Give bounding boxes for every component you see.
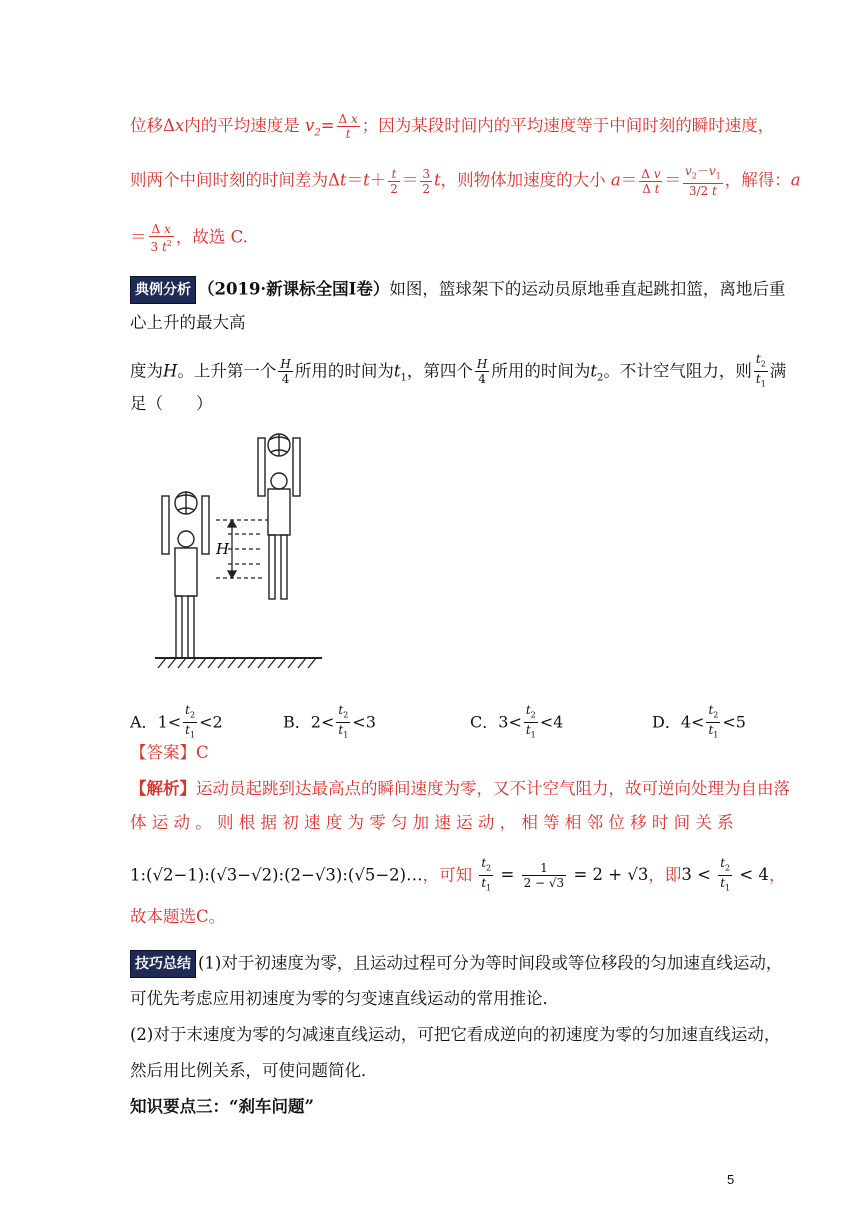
option-low: 4 <box>680 712 692 732</box>
height-label: H <box>216 540 230 558</box>
option-letter: C． <box>470 712 499 732</box>
fraction-3-2: $\frac{3}{2}$ <box>422 166 430 196</box>
option-a[interactable]: A．1< $\frac{t_2}{t_1}$ <2 <box>130 703 223 743</box>
tips-line-1 <box>130 950 782 978</box>
tips-line-3 <box>130 1024 780 1046</box>
option-high: 4 <box>553 712 564 732</box>
question-line-1 <box>130 276 785 304</box>
analysis-text: 故本题选C。 <box>130 907 226 926</box>
analysis-line-3: 1:(√2−1):(√3−√2):(2−√3):(√5−2)…，可知 $\frac{t_2}{t_1}$ = $\frac{1}{2 - √3}$ = 2 + √3，即3 < $\frac{t_2}{t_1}$ < 4， <box>130 856 785 896</box>
analysis-text: ，可知 <box>422 865 473 885</box>
page-number: 5 <box>727 1172 735 1187</box>
tips-text: (2)对于末速度为零的匀减速直线运动，可把它看成逆向的初速度为零的匀加速直线运动， <box>130 1025 781 1044</box>
text-segment: 内的平均速度是 <box>184 116 300 135</box>
option-low: 1 <box>157 712 168 732</box>
tips-line-4 <box>130 1060 378 1082</box>
option-letter: B． <box>283 712 311 732</box>
fraction-t-2: $\frac{t}{2}$ <box>390 166 398 196</box>
text-segment: ，故选 C. <box>175 227 248 247</box>
option-c[interactable]: C．3< $\frac{t_2}{t_1}$ <4 <box>470 703 563 743</box>
analysis-text: ，即 <box>648 865 682 885</box>
var-t: t <box>339 170 347 190</box>
answer-line <box>130 742 209 764</box>
solution-line-1 <box>130 112 774 144</box>
text-segment: 度为 <box>130 361 163 381</box>
option-low: 2 <box>310 712 321 732</box>
option-low: 3 <box>498 712 509 732</box>
text-segment: 所用的时间为 <box>491 361 591 381</box>
example-badge: 典例分析 <box>130 276 196 304</box>
tips-text: 可优先考虑应用初速度为零的匀变速直线运动的常用推论． <box>130 989 559 1008</box>
ground-hatch <box>158 658 316 668</box>
text-segment: 位移Δ <box>130 116 175 135</box>
tips-text: (1)对于初速度为零，且运动过程可分为等时间段或等位移段的匀加速直线运动， <box>198 953 783 973</box>
fraction-dx-t: $\frac{\text{Δ x}}{t}$ <box>338 112 358 141</box>
question-text: 如图，篮球架下的运动员原地垂直起跳扣篮，离地后重 <box>389 279 786 299</box>
result-formula: = 2 + √3 <box>573 865 649 885</box>
tips-text: 然后用比例关系，可使问题简化． <box>130 1061 378 1080</box>
analysis-label: 【解析】 <box>130 779 196 798</box>
analysis-line-4 <box>130 906 225 928</box>
option-b[interactable]: B．2< $\frac{t_2}{t_1}$ <3 <box>283 703 376 743</box>
text-segment: ；因为某段时间内的平均速度等于中间时刻的瞬时速度， <box>361 116 775 135</box>
option-letter: A． <box>130 712 158 732</box>
answer-label: 【答案】 <box>130 743 196 762</box>
option-high: 5 <box>735 712 746 732</box>
analysis-line-1 <box>130 778 790 800</box>
solution-line-2: 则两个中间时刻的时间差为Δt＝t＋ $\frac{t}{2}$ ＝ $\frac{3}{2}$ t，则物体加速度的大小 a＝ $\frac{\text{Δ v}}{\text{Δ t}}$ ＝ $\frac{v_2-v_1}{3/2 t}$ ，解得：a <box>130 164 801 199</box>
tips-badge: 技巧总结 <box>130 950 196 978</box>
ratio-formula: 1:(√2−1):(√3−√2):(2−√3):(√5−2)… <box>130 865 423 885</box>
text-segment: ，解得： <box>724 170 791 190</box>
option-letter: D． <box>652 712 681 732</box>
text-segment: 则两个中间时刻的时间差为Δ <box>130 170 340 190</box>
fraction-t2-t1: $\frac{t_2}{t_1}$ <box>754 352 768 392</box>
option-d[interactable]: D．4< $\frac{t_2}{t_1}$ <5 <box>652 703 746 743</box>
tips-line-2 <box>130 988 559 1010</box>
analysis-line-2 <box>130 812 734 834</box>
fraction-v2v1-32t: $\frac{v_2-v_1}{3/2 t}$ <box>684 164 721 199</box>
var-a: a <box>610 170 621 190</box>
fraction-dx-3t2: $\frac{\text{Δ x}}{3 t^2}$ <box>150 222 172 254</box>
var-x: x <box>174 116 185 135</box>
standing-player <box>162 492 209 658</box>
question-line-2 <box>130 312 246 334</box>
section-title-text: 知识要点三：“刹车问题” <box>130 1097 314 1116</box>
text-segment: 。不计空气阻力，则 <box>603 361 752 381</box>
section-title <box>130 1096 314 1118</box>
text-segment: 。上升第一个 <box>177 361 277 381</box>
question-source: （2019·新课标全国Ⅰ卷） <box>198 279 390 299</box>
answer-value: C <box>196 743 209 762</box>
fraction-h-4: $\frac{H}{4}$ <box>476 357 488 387</box>
question-line-4 <box>130 393 213 415</box>
var-v2: $v_2=$ <box>304 116 335 139</box>
text-segment: ，则物体加速度的大小 <box>440 170 606 190</box>
solution-line-3: ＝ $\frac{\text{Δ x}}{3 t^2}$ ，故选 C. <box>130 222 248 254</box>
fraction-h-4: $\frac{H}{4}$ <box>280 357 291 387</box>
text-segment: 满 <box>769 361 787 381</box>
question-text: 心上升的最大高 <box>130 313 246 332</box>
analysis-text: 体 运 动 。 则 根 据 初 速 度 为 零 匀 加 速 运 动 ， 相 等 相 邻 位 移 时 间 关 系 <box>130 813 734 832</box>
option-high: 2 <box>212 712 223 732</box>
question-text: 足（ ） <box>130 394 213 413</box>
text-segment: ，第四个 <box>406 361 473 381</box>
basketball-figure <box>150 428 330 670</box>
fraction-dv-dt: $\frac{\text{Δ v}}{\text{Δ t}}$ <box>641 166 661 196</box>
option-high: 3 <box>365 712 376 732</box>
question-line-3: 度为H。上升第一个 $\frac{H}{4}$ 所用的时间为$t_1$，第四个 $\frac{H}{4}$ 所用的时间为$t_2$。不计空气阻力，则 $\frac{t_2}{t_1}$ 满 <box>130 352 786 392</box>
analysis-text: 运动员起跳到达最高点的瞬间速度为零，又不计空气阻力，故可逆向处理为自由落 <box>196 779 790 798</box>
text-segment: 所用的时间为 <box>294 361 394 381</box>
jumping-player <box>258 434 300 599</box>
